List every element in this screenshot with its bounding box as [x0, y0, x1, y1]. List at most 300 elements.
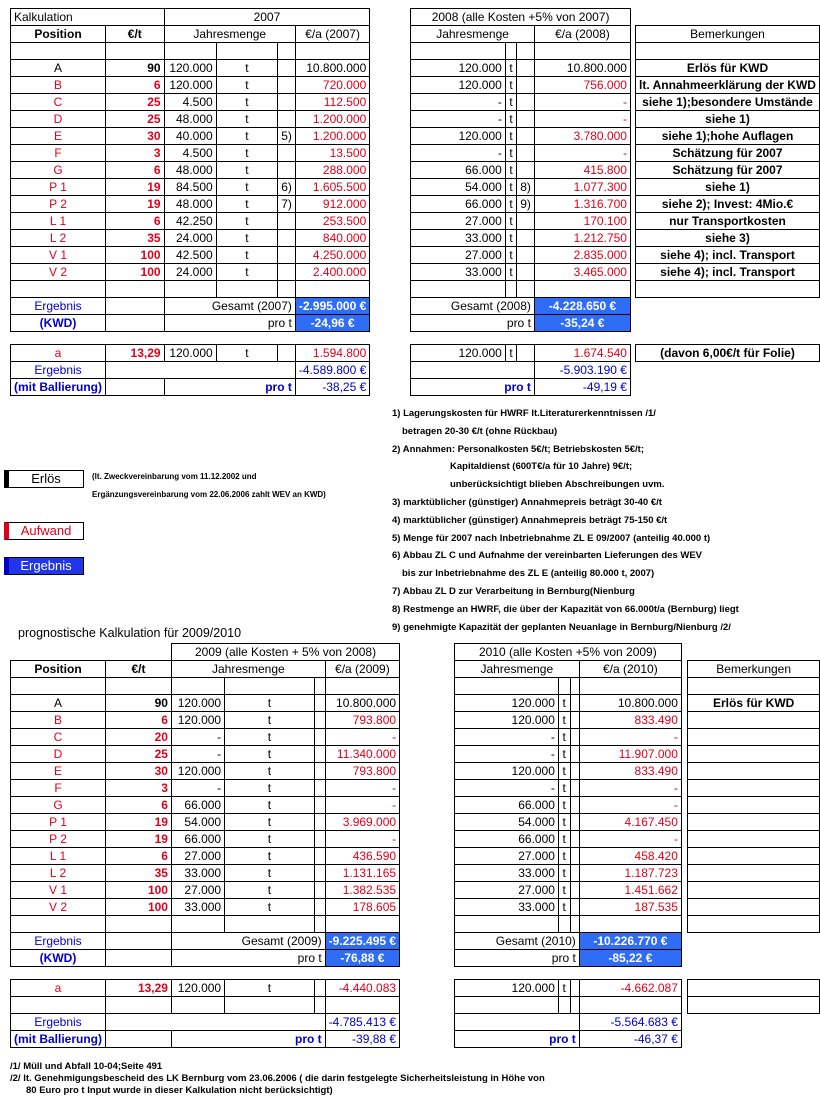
unit-t: t	[225, 729, 315, 746]
footnote-line: 6) Abbau ZL C und Aufnahme der vereinbarten Lieferungen des WEV	[392, 550, 703, 562]
data-row	[11, 247, 820, 264]
note-ref-b	[517, 77, 535, 94]
cost-a: 112.500	[295, 94, 369, 111]
quantity-a: 120.000	[164, 60, 216, 77]
position-code: a	[11, 345, 106, 362]
quantity-b: 33.000	[411, 264, 506, 281]
note-ref-a	[314, 865, 325, 882]
position-code: V 1	[11, 247, 106, 264]
footnote-line: 9) genehmigte Kapazität der geplanten Neuanlage in Bernburg/Nienburg /2/	[392, 621, 731, 633]
note-ref-a	[314, 729, 325, 746]
unit-t: t	[225, 831, 315, 848]
quantity-b: 33.000	[454, 865, 558, 882]
remark: siehe 1)	[636, 111, 820, 128]
data-row	[11, 94, 820, 111]
data-row	[11, 213, 820, 230]
unit-t: t	[216, 213, 277, 230]
column-gap	[400, 882, 455, 899]
quantity-b: 54.000	[411, 179, 506, 196]
note-ref-a	[314, 899, 325, 916]
cost-b: 10.800.000	[534, 60, 630, 77]
cell	[106, 43, 165, 60]
column-gap	[370, 230, 411, 247]
position-code: a	[11, 980, 106, 997]
header-euro-per-t: €/t	[106, 661, 172, 678]
header-jahresmenge-a: Jahresmenge	[171, 661, 325, 678]
footnote-line: Kapitaldienst (600T€/a für 10 Jahre) 9€/t;	[450, 461, 633, 473]
cost-b: 458.420	[579, 848, 681, 865]
note-ref-a	[278, 94, 296, 111]
ergebnis-label: Ergebnis	[11, 362, 106, 379]
header-row	[11, 661, 820, 678]
unit-t: t	[505, 162, 516, 179]
cell	[171, 916, 224, 933]
quantity-b: -	[454, 729, 558, 746]
cost-a: -	[325, 831, 399, 848]
cost-a: 288.000	[295, 162, 369, 179]
empty-cell	[636, 9, 820, 26]
cell	[411, 281, 506, 298]
quantity-a: 120.000	[171, 980, 224, 997]
cell	[295, 281, 369, 298]
unit-t: t	[216, 247, 277, 264]
cost-b: 3.780.000	[534, 128, 630, 145]
column-gap	[400, 997, 455, 1014]
data-row	[11, 145, 820, 162]
note-ref-a: 7)	[278, 196, 296, 213]
unit-t: t	[558, 712, 570, 729]
cell	[505, 281, 516, 298]
remark: nur Transportkosten	[636, 213, 820, 230]
footnote-line: betragen 20-30 €/t (ohne Rückbau)	[402, 425, 558, 437]
cell	[106, 950, 172, 967]
remark	[688, 780, 820, 797]
column-gap	[400, 831, 455, 848]
quantity-b: 33.000	[454, 899, 558, 916]
position-code: A	[11, 695, 106, 712]
unit-t: t	[216, 77, 277, 94]
euro-per-t: 19	[106, 831, 172, 848]
cell	[164, 281, 216, 298]
cell	[454, 997, 558, 1014]
header-euro-per-year-a: €/a (2009)	[325, 661, 399, 678]
unit-t: t	[558, 695, 570, 712]
unit-t: t	[225, 980, 315, 997]
euro-per-t: 6	[106, 848, 172, 865]
cell	[558, 916, 570, 933]
empty-cell	[636, 298, 820, 315]
position-code: P 2	[11, 196, 106, 213]
column-gap	[400, 661, 455, 678]
unit-t: t	[505, 77, 516, 94]
legend-note-line-2: Ergänzungsvereinbarung vom 22.06.2006 zahlt WEV an KWD)	[92, 490, 326, 499]
cell	[454, 916, 558, 933]
euro-per-t: 100	[106, 899, 172, 916]
unit-t: t	[216, 162, 277, 179]
cell	[106, 997, 172, 1014]
per-ton-a: -24,96 €	[295, 315, 369, 332]
position-code: D	[11, 746, 106, 763]
spacer-row	[11, 332, 820, 345]
cost-b: -	[579, 797, 681, 814]
column-gap	[400, 814, 455, 831]
cost-a: 4.250.000	[295, 247, 369, 264]
ergebnis-sublabel: (KWD)	[11, 950, 106, 967]
euro-per-t: 6	[106, 213, 165, 230]
remark: siehe 2); Invest: 4Mio.€	[636, 196, 820, 213]
per-ton-with-bale-b: -49,19 €	[534, 379, 630, 396]
unit-t: t	[225, 746, 315, 763]
cell	[106, 379, 165, 396]
quantity-b: -	[411, 145, 506, 162]
note-ref-b	[570, 831, 579, 848]
unit-t: t	[558, 831, 570, 848]
cell	[517, 43, 535, 60]
note-ref-b	[517, 213, 535, 230]
data-row	[11, 230, 820, 247]
cost-b: 1.187.723	[579, 865, 681, 882]
unit-t: t	[558, 882, 570, 899]
column-gap	[400, 797, 455, 814]
cost-b: -	[534, 145, 630, 162]
spacer	[11, 967, 820, 980]
quantity-a: 120.000	[171, 763, 224, 780]
data-row	[11, 695, 820, 712]
quantity-b: 120.000	[454, 980, 558, 997]
quantity-a: 120.000	[171, 695, 224, 712]
quantity-a: 33.000	[171, 865, 224, 882]
cost-a: 13.500	[295, 145, 369, 162]
column-gap	[400, 950, 455, 967]
column-gap	[370, 247, 411, 264]
calculation-table-2007-2008	[10, 8, 820, 396]
remark	[688, 797, 820, 814]
column-gap	[400, 678, 455, 695]
quantity-b: 120.000	[411, 345, 506, 362]
cell	[11, 678, 106, 695]
empty-cell	[688, 933, 820, 950]
quantity-a: 66.000	[171, 831, 224, 848]
header-position: Position	[11, 661, 106, 678]
quantity-a: 42.500	[164, 247, 216, 264]
cost-a: 1.131.165	[325, 865, 399, 882]
cost-a: 793.800	[325, 763, 399, 780]
cost-b: 170.100	[534, 213, 630, 230]
column-gap	[370, 179, 411, 196]
position-code: L 2	[11, 865, 106, 882]
note-ref-a	[314, 848, 325, 865]
unit-t: t	[505, 128, 516, 145]
euro-per-t: 25	[106, 94, 165, 111]
cost-a: 1.382.535	[325, 882, 399, 899]
ergebnis-label: Ergebnis	[11, 298, 106, 315]
pro-t-label-a: pro t	[164, 315, 295, 332]
column-gap	[400, 695, 455, 712]
position-code: P 1	[11, 179, 106, 196]
per-ton-b: -35,24 €	[534, 315, 630, 332]
quantity-a: 33.000	[171, 899, 224, 916]
quantity-b: 66.000	[454, 797, 558, 814]
euro-per-t: 20	[106, 729, 172, 746]
quantity-a: 48.000	[164, 162, 216, 179]
column-gap	[400, 712, 455, 729]
remark: siehe 4); incl. Transport	[636, 247, 820, 264]
column-gap	[400, 746, 455, 763]
column-gap	[400, 780, 455, 797]
cell	[106, 1014, 326, 1031]
unit-t: t	[225, 797, 315, 814]
data-row	[11, 882, 820, 899]
note-ref-b	[570, 780, 579, 797]
quantity-b: 120.000	[411, 77, 506, 94]
cost-a: 178.605	[325, 899, 399, 916]
column-gap	[370, 111, 411, 128]
quantity-b: -	[454, 780, 558, 797]
quantity-a: 27.000	[171, 882, 224, 899]
unit-t: t	[216, 145, 277, 162]
cell	[11, 43, 106, 60]
quantity-b: 66.000	[454, 831, 558, 848]
position-code: P 1	[11, 814, 106, 831]
ergebnis-sublabel: (mit Ballierung)	[11, 1031, 106, 1048]
cell	[636, 43, 820, 60]
cell	[164, 43, 216, 60]
note-ref-b	[517, 247, 535, 264]
unit-t: t	[505, 179, 516, 196]
note-ref-b	[517, 60, 535, 77]
cost-a: 1.200.000	[295, 128, 369, 145]
quantity-a: 66.000	[171, 797, 224, 814]
cost-b: -	[534, 111, 630, 128]
note-ref-a: 6)	[278, 179, 296, 196]
result-with-bale-row	[11, 1014, 820, 1031]
blank-row	[11, 43, 820, 60]
quantity-a: -	[171, 729, 224, 746]
data-row	[11, 797, 820, 814]
cost-a: 10.800.000	[325, 695, 399, 712]
result-with-bale-row	[11, 362, 820, 379]
column-gap	[400, 644, 455, 661]
column-gap	[370, 26, 411, 43]
gesamt-label-a: Gesamt (2009)	[171, 933, 325, 950]
cell	[314, 997, 325, 1014]
cell	[534, 43, 630, 60]
unit-t: t	[225, 865, 315, 882]
column-gap	[370, 94, 411, 111]
quantity-a: -	[171, 780, 224, 797]
unit-t: t	[216, 128, 277, 145]
note-ref-b	[570, 797, 579, 814]
euro-per-t: 100	[106, 264, 165, 281]
quantity-b: -	[411, 111, 506, 128]
quantity-b: 66.000	[411, 196, 506, 213]
cost-a: -	[325, 797, 399, 814]
remark: Erlös für KWD	[636, 60, 820, 77]
spacer-row	[11, 967, 820, 980]
remark	[688, 848, 820, 865]
cost-a: 436.590	[325, 848, 399, 865]
note-ref-a	[314, 882, 325, 899]
empty-cell	[688, 1031, 820, 1048]
cost-b: -	[579, 729, 681, 746]
cost-b: 3.465.000	[534, 264, 630, 281]
per-ton-a: -76,88 €	[325, 950, 399, 967]
quantity-b: 120.000	[454, 695, 558, 712]
quantity-b: 27.000	[454, 882, 558, 899]
ergebnis-sublabel: (mit Ballierung)	[11, 379, 106, 396]
note-ref-a	[314, 763, 325, 780]
cell	[411, 43, 506, 60]
note-ref-b	[570, 899, 579, 916]
euro-per-t: 25	[106, 111, 165, 128]
cell	[325, 678, 399, 695]
result-with-bale-b: -5.903.190 €	[534, 362, 630, 379]
euro-per-t: 19	[106, 179, 165, 196]
note-ref-a	[278, 77, 296, 94]
cell	[216, 281, 277, 298]
column-gap	[370, 264, 411, 281]
remark: Schätzung für 2007	[636, 162, 820, 179]
position-code: E	[11, 128, 106, 145]
column-gap	[400, 980, 455, 997]
data-row	[11, 60, 820, 77]
unit-t: t	[216, 111, 277, 128]
result-per-ton-with-bale-row	[11, 379, 820, 396]
header-euro-per-year-b: €/a (2010)	[579, 661, 681, 678]
header-bemerkungen: Bemerkungen	[636, 26, 820, 43]
table-title	[11, 644, 172, 661]
cell	[171, 997, 224, 1014]
empty-cell	[636, 315, 820, 332]
remark	[688, 763, 820, 780]
pro-t-label-a: pro t	[164, 379, 295, 396]
unit-t: t	[558, 899, 570, 916]
column-gap	[370, 298, 411, 315]
source-footnote-line: /2/ lt. Genehmigungsbescheid des LK Bernburg vom 23.06.2006 ( die darin festgelegte Sicherheitsleistung in Höhe von	[10, 1073, 545, 1084]
pro-t-label-b: pro t	[454, 950, 579, 967]
cell	[454, 678, 558, 695]
unit-t: t	[558, 746, 570, 763]
note-ref-b	[570, 712, 579, 729]
note-ref-a: 5)	[278, 128, 296, 145]
remark: (davon 6,00€/t für Folie)	[636, 345, 820, 362]
note-ref-a	[314, 695, 325, 712]
cell	[11, 997, 106, 1014]
position-code: L 1	[11, 848, 106, 865]
euro-per-t: 30	[106, 128, 165, 145]
footnote-line: 7) Abbau ZL D zur Verarbeitung in Bernburg(Nienburg	[392, 585, 635, 597]
unit-t: t	[225, 814, 315, 831]
column-gap	[400, 933, 455, 950]
column-gap	[370, 315, 411, 332]
remark: lt. Annahmeerklärung der KWD	[636, 77, 820, 94]
quantity-a: 48.000	[164, 196, 216, 213]
cost-a: 10.800.000	[295, 60, 369, 77]
cost-b: 833.490	[579, 712, 681, 729]
cell	[106, 362, 296, 379]
column-gap	[370, 43, 411, 60]
cost-b: 756.000	[534, 77, 630, 94]
result-with-bale-a: -4.785.413 €	[325, 1014, 399, 1031]
cost-a: 912.000	[295, 196, 369, 213]
note-ref-b: 9)	[517, 196, 535, 213]
empty-cell	[688, 644, 820, 661]
data-row	[11, 763, 820, 780]
cost-b: -	[534, 94, 630, 111]
quantity-b: 33.000	[411, 230, 506, 247]
position-code: C	[11, 94, 106, 111]
remark	[688, 831, 820, 848]
bale-row	[11, 345, 820, 362]
column-gap	[370, 60, 411, 77]
legend-note-line-1: (lt. Zweckvereinbarung vom 11.12.2002 und	[92, 472, 257, 481]
footnote-line: unberücksichtigt blieben Abschreibungen uvm.	[450, 479, 665, 491]
column-gap	[400, 916, 455, 933]
note-ref-b	[570, 882, 579, 899]
position-code: F	[11, 145, 106, 162]
title-row	[11, 644, 820, 661]
euro-per-t: 6	[106, 77, 165, 94]
header-bemerkungen: Bemerkungen	[688, 661, 820, 678]
position-code: G	[11, 162, 106, 179]
cell	[534, 281, 630, 298]
pro-t-label-a: pro t	[171, 1031, 325, 1048]
euro-per-t: 6	[106, 797, 172, 814]
note-ref-b	[570, 729, 579, 746]
year-header-a: 2007	[164, 9, 370, 26]
note-ref-b	[570, 763, 579, 780]
cost-b: -4.662.087	[579, 980, 681, 997]
footnote-line: 1) Lagerungskosten für HWRF lt.Literaturerkenntnissen /1/	[392, 408, 656, 419]
cell	[579, 916, 681, 933]
cost-b: 10.800.000	[579, 695, 681, 712]
unit-t: t	[505, 230, 516, 247]
cost-b: 1.451.662	[579, 882, 681, 899]
result-row	[11, 298, 820, 315]
data-row	[11, 128, 820, 145]
quantity-b: 27.000	[411, 213, 506, 230]
note-ref-b	[517, 128, 535, 145]
note-ref-b	[517, 94, 535, 111]
cell	[225, 916, 315, 933]
data-row	[11, 831, 820, 848]
cell	[314, 916, 325, 933]
cell	[314, 678, 325, 695]
data-row	[11, 179, 820, 196]
header-row	[11, 26, 820, 43]
quantity-a: 54.000	[171, 814, 224, 831]
cell	[688, 916, 820, 933]
cost-b: 1.674.540	[534, 345, 630, 362]
year-header-a: 2009 (alle Kosten + 5% von 2008)	[171, 644, 399, 661]
cost-b: 1.077.300	[534, 179, 630, 196]
footnote-line: 2) Annahmen: Personalkosten 5€/t; Betriebskosten 5€/t;	[392, 443, 644, 455]
unit-t: t	[558, 865, 570, 882]
unit-t: t	[216, 60, 277, 77]
footnote-line: bis zur Inbetriebnahme des ZL E (anteilig 80.000 t, 2007)	[402, 568, 655, 580]
note-ref-a	[278, 60, 296, 77]
result-per-ton-with-bale-row	[11, 1031, 820, 1048]
cell	[688, 678, 820, 695]
data-row	[11, 899, 820, 916]
quantity-b: -	[454, 746, 558, 763]
data-row	[11, 712, 820, 729]
cell	[517, 345, 535, 362]
result-per-ton-row	[11, 950, 820, 967]
unit-t: t	[225, 763, 315, 780]
position-code: G	[11, 797, 106, 814]
euro-per-t: 30	[106, 763, 172, 780]
